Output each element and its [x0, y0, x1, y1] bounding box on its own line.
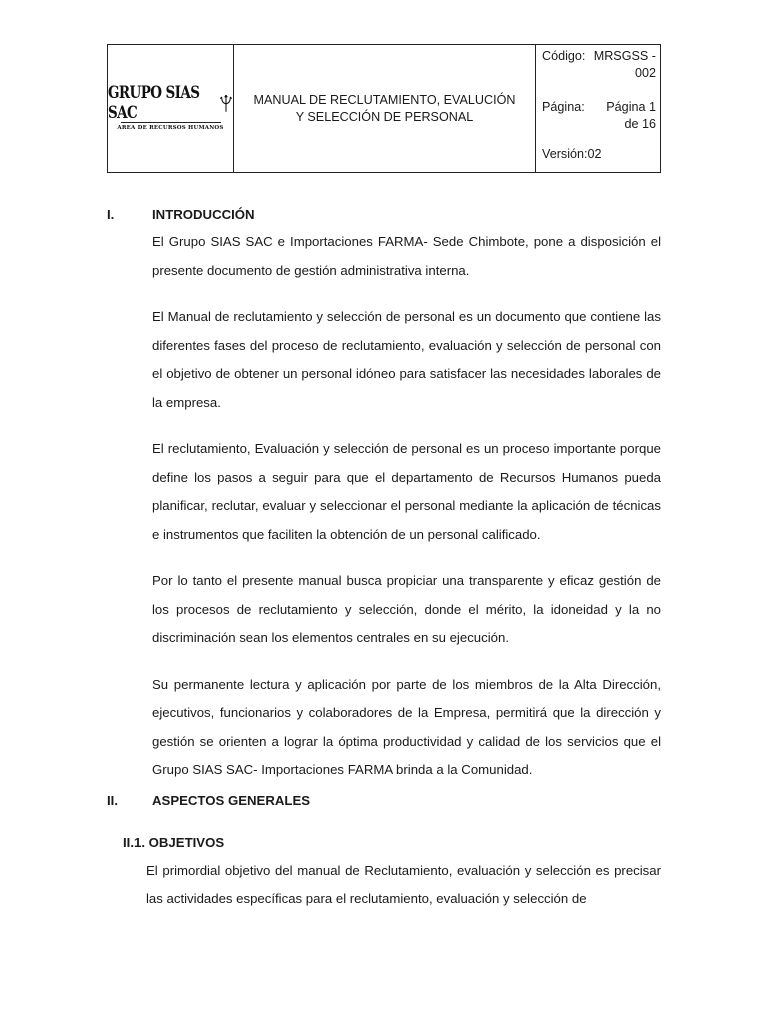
- section-title: INTRODUCCIÓN: [152, 206, 255, 222]
- document-meta-cell: [536, 45, 660, 172]
- logo-text: GRUPO SIAS SAC: [108, 82, 200, 123]
- document-version: Versión:02: [542, 147, 602, 161]
- section-heading-introduccion: [107, 200, 661, 228]
- code-value: MRSGSS - 002: [593, 49, 656, 80]
- page-label: Página:: [542, 100, 585, 114]
- paragraph: El primordial objetivo del manual de Reclutamiento, evaluación y selección es precisar las actividades específicas para el reclutamiento, evaluación y selección de: [146, 862, 661, 906]
- section-title: ASPECTOS GENERALES: [152, 793, 311, 808]
- paragraph: El Manual de reclutamiento y selección de personal es un documento que contiene las diferentes fases del proceso de reclutamiento, evaluación y selección de personal con el objetivo de obtener un personal idóneo para satisfacer las necesidades laborales de la empresa.: [152, 309, 661, 410]
- page-value: Página 1 de 16: [606, 100, 656, 131]
- document-code: [542, 48, 656, 82]
- section-heading-aspectos-generales: [107, 787, 661, 815]
- logo-cell: [108, 45, 234, 172]
- paragraph: El reclutamiento, Evaluación y selección de personal es un proceso importante porque define los pasos a seguir para que el departamento de Recursos Humanos pueda planificar, reclutar, evaluar y seleccionar el personal mediante la aplicación de técnicas e instrumentos que faciliten la obtención de un personal calificado.: [152, 441, 661, 542]
- section-number: II.: [107, 793, 118, 808]
- logo-subtitle: AREA DE RECURSOS HUMANOS: [117, 124, 224, 131]
- document-page: [542, 99, 656, 133]
- paragraph: El Grupo SIAS SAC e Importaciones FARMA- Sede Chimbote, pone a disposición el presente documento de gestión administrativa interna.: [152, 234, 661, 278]
- company-logo: [108, 82, 233, 123]
- trident-icon: [219, 92, 233, 114]
- paragraph: Su permanente lectura y aplicación por parte de los miembros de la Alta Dirección, ejecutivos, funcionarios y colaboradores de la Empresa, permitirá que la dirección y gestión se orienten a lograr la óptima productividad y calidad de los servicios que el Grupo SIAS SAC- Importaciones FARMA brinda a la Comunidad.: [152, 676, 661, 777]
- subsection-heading-objetivos: II.1. OBJETIVOS: [123, 835, 225, 850]
- section-number: I.: [107, 206, 115, 222]
- paragraph: Por lo tanto el presente manual busca propiciar una transparente y eficaz gestión de los procesos de reclutamiento y selección, donde el mérito, la idoneidad y la no discriminación sean los elementos centrales en su ejecución.: [152, 573, 661, 645]
- document-title: MANUAL DE RECLUTAMIENTO, EVALUCIÓN Y SELECCIÓN DE PERSONAL: [234, 45, 536, 172]
- code-label: Código:: [542, 49, 586, 63]
- document-body: [107, 200, 661, 927]
- document-header-table: [107, 44, 661, 173]
